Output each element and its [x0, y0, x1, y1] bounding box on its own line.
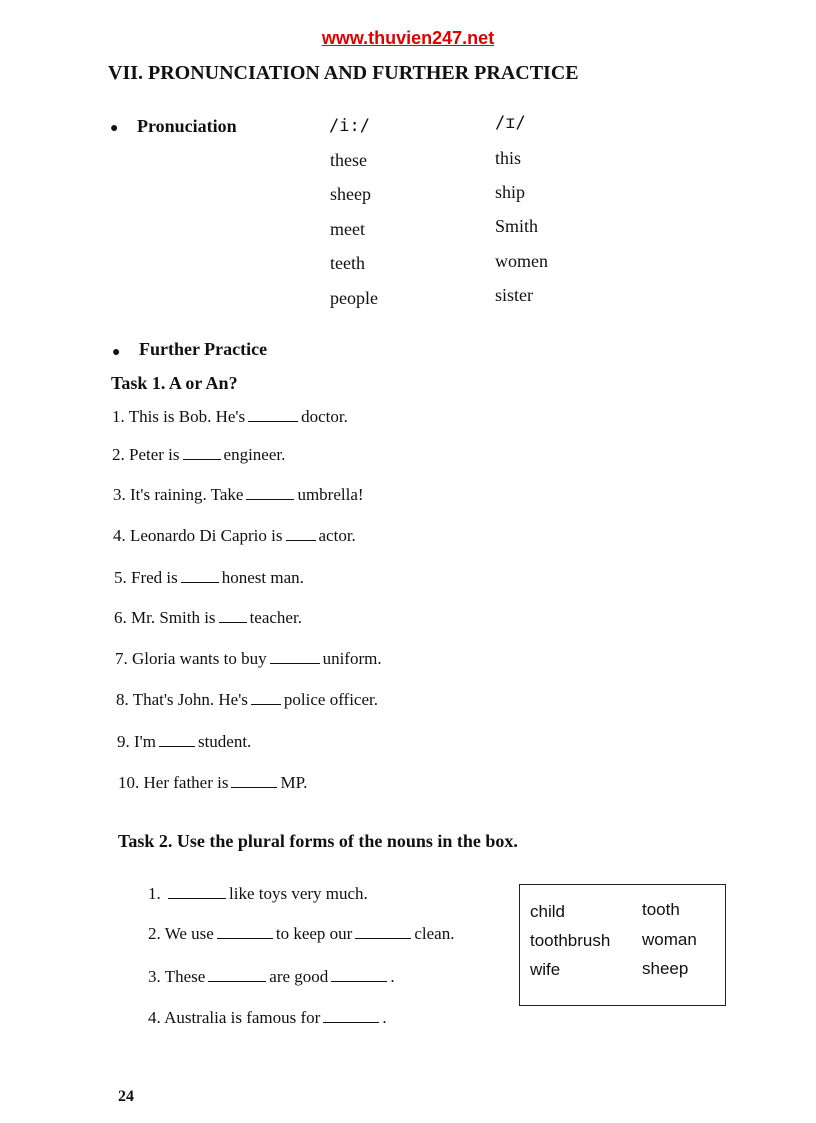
task2-item: 1. like toys very much. [148, 884, 368, 903]
noun-word: wife [530, 960, 561, 979]
task1-item: 2. Peter is engineer. [112, 445, 286, 464]
answer-blank[interactable] [219, 608, 247, 623]
task1-item: 4. Leonardo Di Caprio is actor. [113, 526, 356, 545]
answer-blank[interactable] [246, 485, 294, 500]
site-watermark[interactable]: www.thuvien247.net [321, 28, 495, 48]
word-long-i: people [330, 288, 378, 308]
word-short-i: women [495, 251, 548, 271]
answer-blank[interactable] [331, 967, 387, 982]
task2-item: 2. We use to keep our clean. [148, 924, 455, 943]
noun-word: toothbrush [530, 931, 611, 950]
noun-word: woman [642, 930, 697, 949]
ipa-long-i-header: /i:/ [329, 116, 370, 136]
answer-blank[interactable] [217, 924, 273, 939]
noun-word: tooth [642, 900, 680, 919]
answer-blank[interactable] [208, 967, 266, 982]
bullet-icon: ● [112, 345, 121, 360]
word-short-i: Smith [495, 216, 539, 236]
noun-word: sheep [642, 959, 689, 978]
answer-blank[interactable] [270, 649, 320, 664]
task1-item: 3. It's raining. Take umbrella! [113, 485, 364, 504]
task1-item: 5. Fred is honest man. [114, 568, 304, 587]
answer-blank[interactable] [159, 732, 195, 747]
pronunciation-heading: Pronuciation [137, 116, 237, 136]
task1-item: 8. That's John. He's police officer. [116, 690, 378, 709]
task1-item: 6. Mr. Smith is teacher. [114, 608, 302, 627]
word-long-i: meet [330, 219, 365, 239]
task2-item: 3. These are good . [148, 967, 395, 986]
page-number: 24 [118, 1088, 134, 1105]
further-practice-heading: Further Practice [139, 339, 268, 359]
answer-blank[interactable] [231, 773, 277, 788]
word-long-i: sheep [330, 184, 371, 204]
word-short-i: ship [495, 182, 526, 202]
task1-item: 1. This is Bob. He's doctor. [112, 407, 348, 426]
answer-blank[interactable] [183, 445, 221, 460]
task1-item: 7. Gloria wants to buy uniform. [115, 649, 382, 668]
task1-item: 10. Her father is MP. [118, 773, 308, 792]
task1-item: 9. I'm student. [117, 732, 252, 751]
noun-box [519, 884, 726, 1006]
answer-blank[interactable] [251, 690, 281, 705]
answer-blank[interactable] [181, 568, 219, 583]
answer-blank[interactable] [323, 1008, 379, 1023]
task2-item: 4. Australia is famous for . [148, 1008, 387, 1027]
ipa-short-i-header: /ɪ/ [495, 113, 526, 133]
section-title: VII. PRONUNCIATION AND FURTHER PRACTICE [108, 62, 579, 84]
bullet-icon: ● [110, 121, 119, 136]
answer-blank[interactable] [168, 884, 226, 899]
answer-blank[interactable] [248, 407, 298, 422]
task2-title: Task 2. Use the plural forms of the nouns in the box. [118, 831, 518, 851]
task1-title: Task 1. A or An? [111, 373, 238, 393]
word-short-i: this [495, 148, 522, 168]
word-long-i: teeth [330, 253, 365, 273]
answer-blank[interactable] [355, 924, 411, 939]
noun-word: child [530, 902, 565, 921]
answer-blank[interactable] [286, 526, 316, 541]
word-short-i: sister [495, 285, 533, 305]
word-long-i: these [330, 150, 367, 170]
